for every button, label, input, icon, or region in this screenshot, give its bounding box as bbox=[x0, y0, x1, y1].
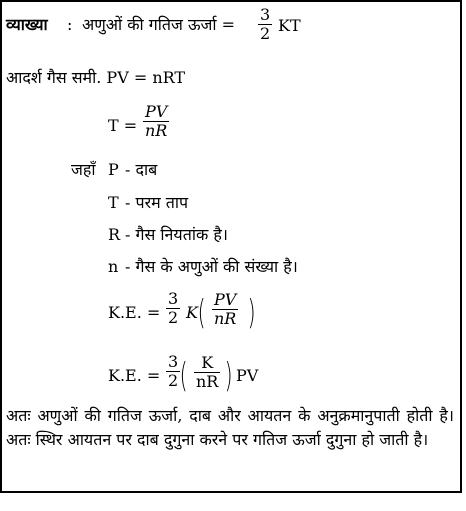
conclusion-paragraph: अतः अणुओं की गतिज ऊर्जा, दाब और आयतन के अनुक्रमानुपाती होती है। अतः स्थिर आयतन पर दाब दुगुना करने पर गतिज ऊर्जा दुगुना हो जाती है। bbox=[6, 406, 454, 449]
ke-inner-fraction bbox=[194, 354, 220, 391]
def-symbol: T bbox=[108, 193, 119, 212]
ke-fraction-three-halves bbox=[166, 290, 180, 327]
fraction-numerator: PV bbox=[214, 290, 237, 309]
fraction-numerator: 3 bbox=[260, 5, 271, 24]
def-description: - गैस के अणुओं की संख्या है। bbox=[125, 257, 298, 276]
fraction-numerator: K bbox=[201, 353, 214, 372]
fraction-numerator: PV bbox=[145, 102, 168, 121]
ke-equation-lhs: K.E. = bbox=[108, 366, 161, 385]
fraction-denominator: nR bbox=[214, 309, 237, 328]
explanation-label: व्याख्या bbox=[6, 15, 48, 34]
t-equation-fraction bbox=[143, 103, 169, 140]
ke-fraction-three-halves bbox=[166, 353, 180, 390]
def-description: - दाब bbox=[125, 160, 158, 179]
def-symbol: P bbox=[108, 160, 119, 179]
ke-equation-lhs: K.E. = bbox=[108, 303, 161, 322]
left-parenthesis: ( bbox=[197, 293, 206, 333]
fraction-denominator: nR bbox=[196, 372, 219, 391]
fraction-denominator: nR bbox=[145, 121, 168, 140]
pv-term: PV bbox=[236, 366, 259, 385]
kinetic-energy-text: अणुओं की गतिज ऊर्जा = bbox=[82, 15, 236, 34]
fraction-numerator: 3 bbox=[168, 289, 179, 308]
right-parenthesis: ) bbox=[224, 356, 233, 396]
fraction-denominator: 2 bbox=[168, 308, 179, 327]
def-symbol: R bbox=[108, 225, 121, 244]
fraction-denominator: 2 bbox=[168, 371, 179, 390]
fraction-denominator: 2 bbox=[260, 24, 271, 43]
fraction-three-halves bbox=[258, 6, 272, 43]
def-description: - परम ताप bbox=[125, 193, 189, 212]
def-symbol: n bbox=[108, 257, 119, 276]
explanation-colon: : bbox=[67, 15, 73, 34]
right-parenthesis: ) bbox=[247, 293, 256, 333]
kt-term: KT bbox=[278, 16, 301, 35]
t-equation-lhs: T = bbox=[108, 116, 138, 135]
where-label: जहाँ bbox=[71, 160, 96, 179]
fraction-numerator: 3 bbox=[168, 352, 179, 371]
ke-inner-fraction bbox=[212, 291, 238, 328]
k-term: K bbox=[186, 303, 198, 322]
left-parenthesis: ( bbox=[179, 356, 188, 396]
def-description: - गैस नियतांक है। bbox=[125, 225, 228, 244]
ideal-gas-equation: आदर्श गैस समी. PV = nRT bbox=[6, 68, 186, 87]
